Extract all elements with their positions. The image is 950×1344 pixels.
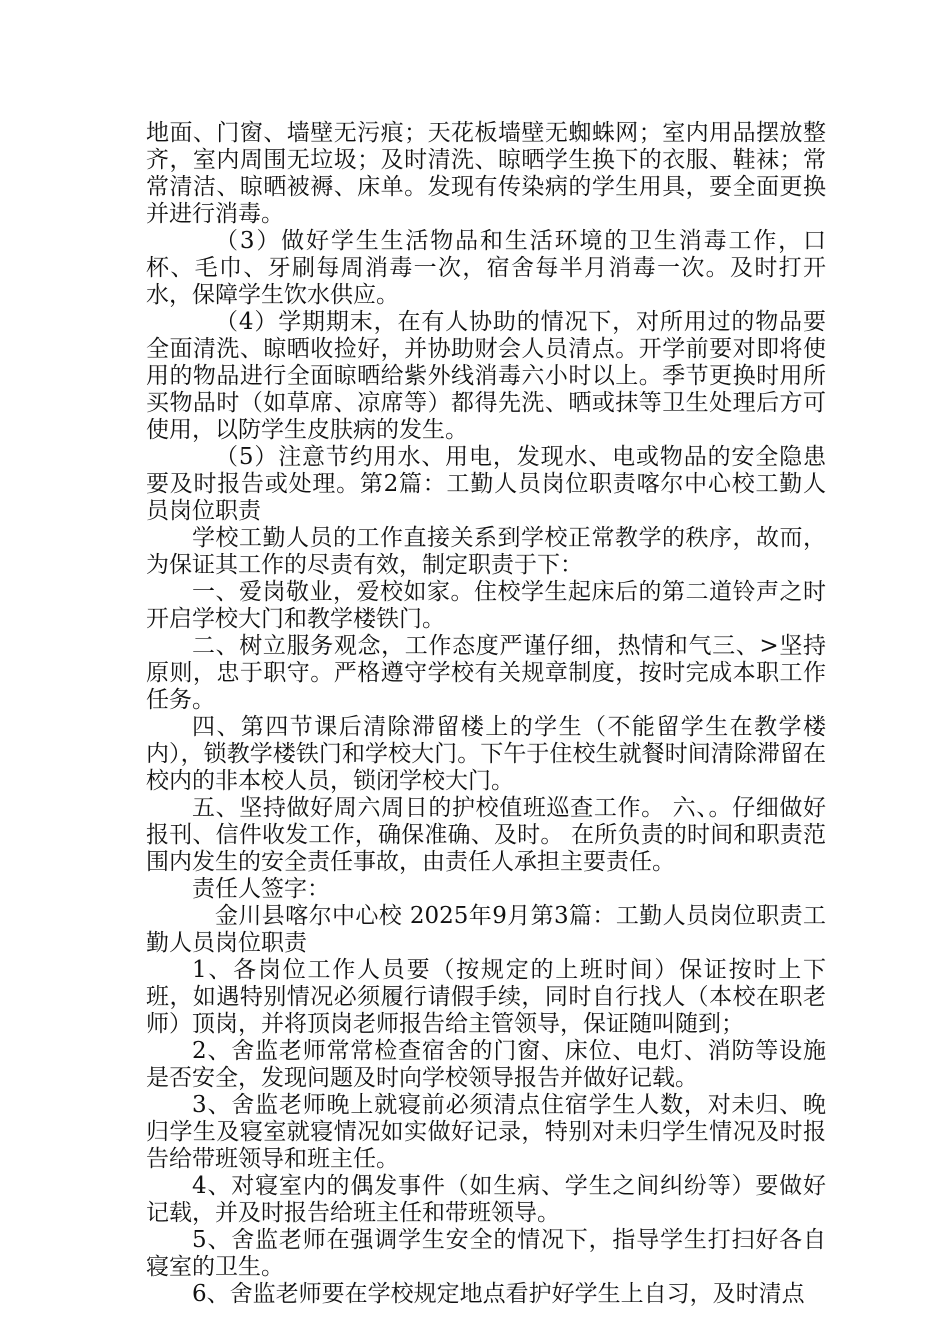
paragraph-duty-1: 一、爱岗敬业，爱校如家。住校学生起床后的第二道铃声之时开启学校大门和教学楼铁门。 (146, 579, 826, 632)
paragraph-rule-1: 1、各岗位工作人员要（按规定的上班时间）保证按时上下班，如遇特别情况必须履行请假手续，同时自行找人（本校在职老师）顶岗，并将顶岗老师报告给主管领导，保证随叫随到； (146, 957, 826, 1037)
paragraph-rule-6: 6、舍监老师要在学校规定地点看护好学生上自习，及时清点 (192, 1281, 805, 1307)
signature-line: 责任人签字： (192, 876, 330, 902)
paragraph-duty-5-6: 五、坚持做好周六周日的护校值班巡查工作。 六、。仔细做好报刊、信件收发工作，确保准确、及时。 在所负责的时间和职责范围内发生的安全责任事故，由责任人承担主要责任。 (146, 795, 826, 875)
paragraph-rule-3: 3、舍监老师晚上就寝前必须清点住宿学生人数，对未归、晚归学生及寝室就寝情况如实做好记录，特别对未归学生情况及时报告给带班领导和班主任。 (146, 1092, 826, 1172)
paragraph-intro-duties: 学校工勤人员的工作直接关系到学校正常教学的秩序，故而，为保证其工作的尽责有效，制定职责于下： (146, 525, 826, 578)
paragraph-duty-4: 四、第四节课后清除滞留楼上的学生（不能留学生在教学楼内），锁教学楼铁门和学校大门。下午于住校生就餐时间清除滞留在校内的非本校人员，锁闭学校大门。 (146, 714, 826, 794)
paragraph-school-date-section-3: 金川县喀尔中心校 2025年9月第3篇：工勤人员岗位职责工勤人员岗位职责 (146, 903, 826, 956)
document-page (146, 120, 826, 1308)
paragraph-item-5-safety: （5）注意节约用水、用电，发现水、电或物品的安全隐患要及时报告或处理。第2篇：工勤人员岗位职责喀尔中心校工勤人员岗位职责 (146, 444, 826, 524)
paragraph-rule-5: 5、舍监老师在强调学生安全的情况下，指导学生打扫好各自寝室的卫生。 (146, 1227, 826, 1280)
paragraph-item-4-term-end: （4）学期期末，在有人协助的情况下，对所用过的物品要全面清洗、晾晒收捡好，并协助财会人员清点。开学前要对即将使用的物品进行全面晾晒给紫外线消毒六小时以上。季节更换时用所买物品时（如草席、凉席等）都得先洗、晒或抹等卫生处理后方可使用，以防学生皮肤病的发生。 (146, 309, 826, 443)
paragraph-item-3-disinfection: （3）做好学生生活物品和生活环境的卫生消毒工作，口杯、毛巾、牙刷每周消毒一次，宿舍每半月消毒一次。及时打开水，保障学生饮水供应。 (146, 228, 826, 308)
paragraph-rule-2: 2、舍监老师常常检查宿舍的门窗、床位、电灯、消防等设施是否安全，发现问题及时向学校领导报告并做好记载。 (146, 1038, 826, 1091)
paragraph-rule-4: 4、对寝室内的偶发事件（如生病、学生之间纠纷等）要做好记载，并及时报告给班主任和带班领导。 (146, 1173, 826, 1226)
paragraph-duty-2: 二、树立服务观念，工作态度严谨仔细，热情和气三、>坚持原则，忠于职守。严格遵守学校有关规章制度，按时完成本职工作任务。 (146, 633, 826, 713)
paragraph-hygiene-continued: 地面、门窗、墙壁无污痕；天花板墙壁无蜘蛛网；室内用品摆放整齐，室内周围无垃圾；及时清洗、晾晒学生换下的衣服、鞋袜；常常清洁、晾晒被褥、床单。发现有传染病的学生用具，要全面更换并进行消毒。 (146, 120, 826, 227)
